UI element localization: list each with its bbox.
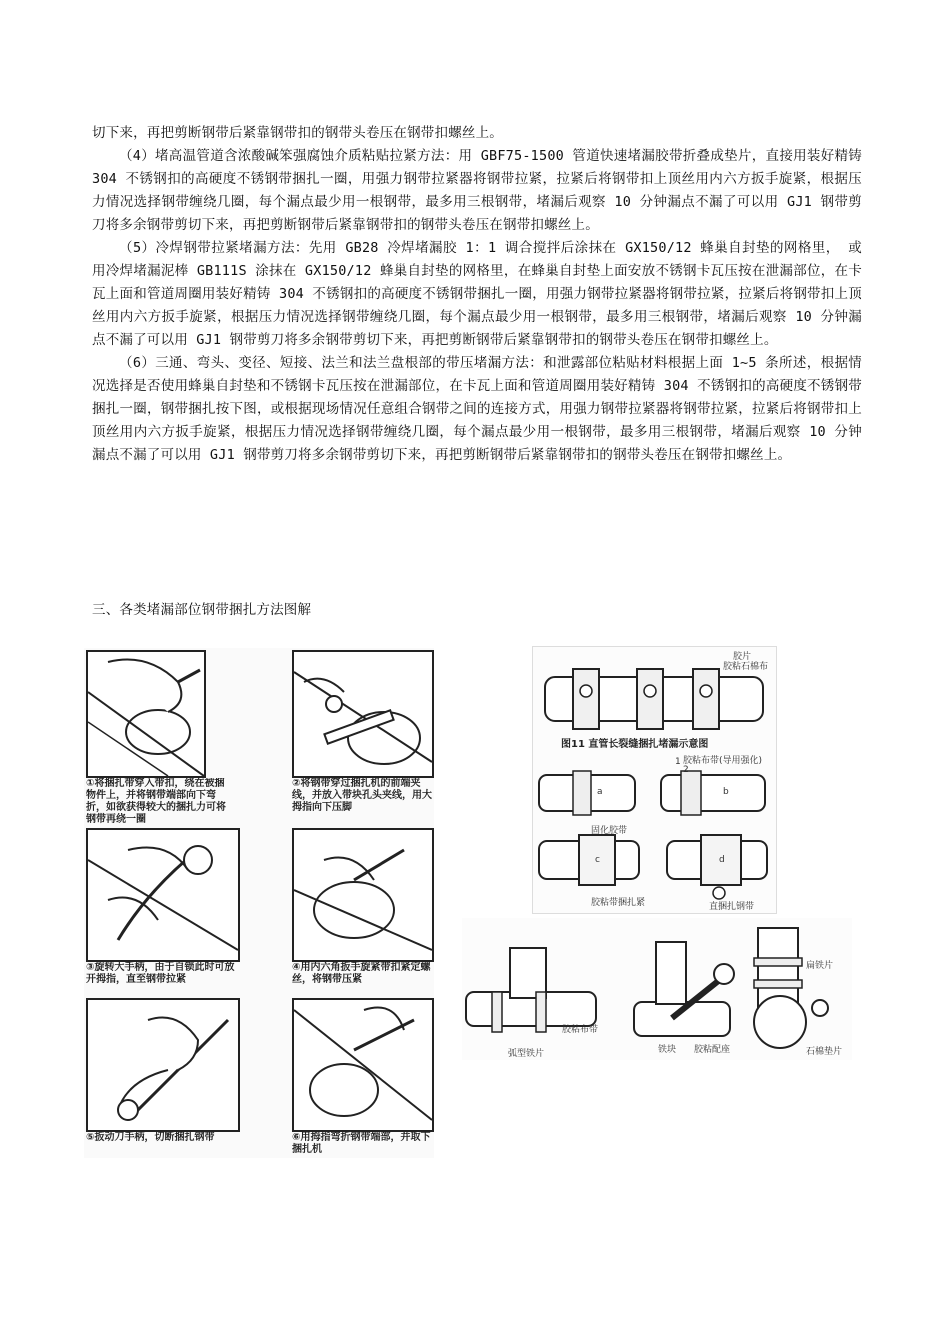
label-flat-iron: 扁铁片	[806, 961, 834, 971]
label-asbestos-gasket: 石棉垫片	[806, 1047, 843, 1057]
step-1-panel	[86, 650, 206, 778]
label-b: b	[723, 787, 729, 797]
section-heading: 三、各类堵漏部位钢带捆扎方法图解	[92, 602, 312, 618]
figure-11-title: 图11 直管长裂缝捆扎堵漏示意图	[561, 739, 709, 750]
paragraph-continuation: 切下来，再把剪断钢带后紧靠钢带扣的钢带头卷压在钢带扣螺丝上。	[92, 125, 503, 141]
body-text	[92, 122, 862, 467]
hex-wrench-illustration	[294, 830, 432, 960]
step-5-panel	[86, 998, 240, 1132]
label-a: a	[597, 787, 603, 797]
label-1: 1	[675, 757, 681, 767]
label-band-tighten: 胶粘带捆扎紧	[591, 898, 646, 908]
step-1-caption: ①将捆扎带穿入带扣，绕在被捆物件上，并将钢带端部向下弯折，如欲获得较大的捆扎力可将钢带再绕一圈	[86, 778, 226, 825]
step-6-caption: ⑥用拇指弯折钢带端部，并取下捆扎机	[292, 1132, 431, 1155]
paragraph-method-5: （5）冷焊钢带拉紧堵漏方法：先用 GB28 冷焊堵漏胶 1：1 调合搅拌后涂抹在 GX150/12 蜂巢自封垫的网格里， 或用冷焊堵漏泥棒 GB111S 涂抹在 GX150/12 蜂巢自封垫的网格里，在蜂巢自封垫上面安放不锈钢卡瓦压按在泄漏部位，在卡瓦上面和管道周圈用装好精铸 304 不锈钢扣的高硬度不锈钢带捆扎一圈，用强力钢带拉紧器将钢带拉紧，拉紧后将钢带扣上顶丝用内六方扳手旋紧，根据压力情况选择钢带缠绕几圈，每个漏点最少用一根钢带，最多用三根钢带，堵漏后观察 10 分钟漏点不漏了可以用 GJ1 钢带剪刀将多余钢带剪切下来，再把剪断钢带后紧靠钢带扣的钢带头卷压在钢带扣螺丝上。	[92, 240, 862, 348]
step-2-caption: ②将钢带穿过捆扎机的前端夹线，并放入带块孔头夹线，用大拇指向下压脚	[292, 778, 432, 813]
tee-flange-figure	[462, 918, 852, 1060]
tee-diagrams	[462, 918, 852, 1060]
label-steel-band: 直捆扎钢带	[709, 902, 755, 912]
remove-tool-illustration	[294, 1000, 432, 1130]
step-6-panel	[292, 998, 434, 1132]
pipe-diagrams	[533, 647, 776, 913]
step-4-panel	[292, 828, 434, 962]
step-3-caption: ③旋转大手柄，由于自锁此时可放开拇指，直至钢带拉紧	[86, 962, 235, 985]
label-curing-tape: 固化胶带	[591, 826, 628, 836]
step-2-panel	[292, 650, 434, 778]
paragraph-method-4: （4）堵高温管道含浓酸碱笨强腐蚀介质粘贴拉紧方法：用 GBF75-1500 管道快速堵漏胶带折叠成垫片，直接用装好精铸 304 不锈钢扣的高硬度不锈钢带捆扎一圈，用强力钢带拉紧器将钢带拉紧，拉紧后将钢带扣上顶丝用内六方扳手旋紧，根据压力情况选择钢带缠绕几圈，每个漏点最少用一根钢带，最多用三根钢带，堵漏后观察 10 分钟漏点不漏了可以用 GJ1 钢带剪刀将多余钢带剪切下来，再把剪断钢带后紧靠钢带扣的钢带头卷压在钢带扣螺丝上。	[92, 148, 862, 233]
step-4-caption: ④用内六角扳手旋紧带扣紧定螺丝，将钢带压紧	[292, 962, 431, 985]
paragraph-method-6: （6）三通、弯头、变径、短接、法兰和法兰盘根部的带压堵漏方法：和泄露部位粘贴材料根据上面 1~5 条所述，根据情况选择是否使用蜂巢自封垫和不锈钢卡瓦压按在泄漏部位，在卡瓦上面和管道周圈用装好精铸 304 不锈钢扣的高硬度不锈钢带捆扎一圈，钢带捆扎按下图，或根据现场情况任意组合钢带之间的连接方式，用强力钢带拉紧器将钢带拉紧，拉紧后将钢带扣上顶丝用内六方扳手旋紧，根据压力情况选择钢带缠绕几圈，每个漏点最少用一根钢带，最多用三根钢带，堵漏后观察 10 分钟漏点不漏了可以用 GJ1 钢带剪刀将多余钢带剪切下来，再把剪断钢带后紧靠钢带扣的钢带头卷压在钢带扣螺丝上。	[92, 355, 862, 463]
label-c: c	[595, 855, 600, 865]
tensioner-illustration	[294, 652, 432, 776]
step-3-panel	[86, 828, 240, 962]
label-arc-iron: 弧型铁片	[508, 1049, 545, 1059]
label-adhesive-cloth: 胶粘布带	[562, 1025, 599, 1035]
straight-pipe-figure	[532, 646, 777, 914]
handle-rotate-illustration	[88, 830, 238, 960]
hand-band-illustration	[88, 652, 204, 776]
label-film: 胶片	[733, 652, 752, 662]
label-2: 2	[683, 765, 689, 775]
label-asbestos-cloth: 胶粘石棉布	[723, 662, 769, 672]
cutter-illustration	[88, 1000, 238, 1130]
banding-steps-figure	[84, 648, 434, 1158]
label-d: d	[719, 855, 725, 865]
label-iron-block: 铁块	[658, 1045, 677, 1055]
step-5-caption: ⑤扳动刀手柄，切断捆扎钢带	[86, 1132, 215, 1143]
label-adhesive-tape: 胶粘布带(导用强化)	[683, 756, 763, 766]
label-adhesive-seat: 胶粘配座	[694, 1045, 731, 1055]
